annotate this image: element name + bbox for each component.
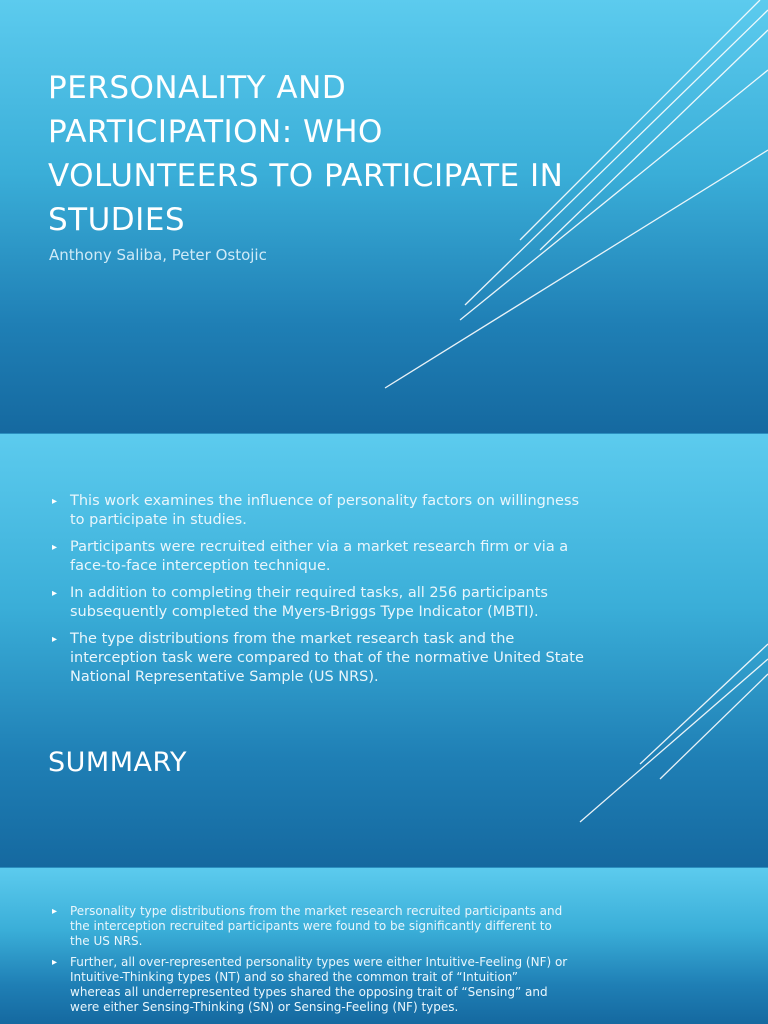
list-item: ▸ Further, all over-represented personality types were either Intuitive-Feeling (NF) or Intuitive-Thinking types (NT) and so shared the common trait of “Intuition” whereas all underrepresented types shared the opposing trait of “Sensing” and were either Sensing-Thinking (SN) or Sensing-Feeling (NF) types. bbox=[52, 955, 572, 1015]
list-item: ▸ Participants were recruited either via a market research firm or via a face-to-face interception technique. bbox=[52, 538, 592, 576]
summary-bullets bbox=[52, 492, 592, 695]
findings-slide bbox=[0, 868, 768, 1024]
slide-title: SUMMARY bbox=[48, 747, 187, 778]
authors: Anthony Saliba, Peter Ostojic bbox=[49, 246, 267, 264]
deco-line bbox=[580, 659, 768, 822]
deco-line bbox=[660, 674, 768, 779]
list-item: ▸ Personality type distributions from the market research recruited participants and the interception recruited participants were found to be significantly different to the US NRS. bbox=[52, 904, 572, 949]
title-slide bbox=[0, 0, 768, 433]
slide-title: PERSONALITY AND PARTICIPATION: WHO VOLUNTEERS TO PARTICIPATE IN STUDIES bbox=[48, 70, 564, 238]
deco-line bbox=[540, 30, 768, 250]
findings-bullets bbox=[52, 904, 572, 1021]
list-item: ▸ The type distributions from the market research task and the interception task were compared to that of the normative United State National Representative Sample (US NRS). bbox=[52, 630, 592, 687]
deco-line bbox=[640, 644, 768, 764]
list-item: ▸ This work examines the influence of personality factors on willingness to participate in studies. bbox=[52, 492, 592, 530]
list-item: ▸ In addition to completing their required tasks, all 256 participants subsequently completed the Myers-Briggs Type Indicator (MBTI). bbox=[52, 584, 592, 622]
summary-slide bbox=[0, 434, 768, 867]
